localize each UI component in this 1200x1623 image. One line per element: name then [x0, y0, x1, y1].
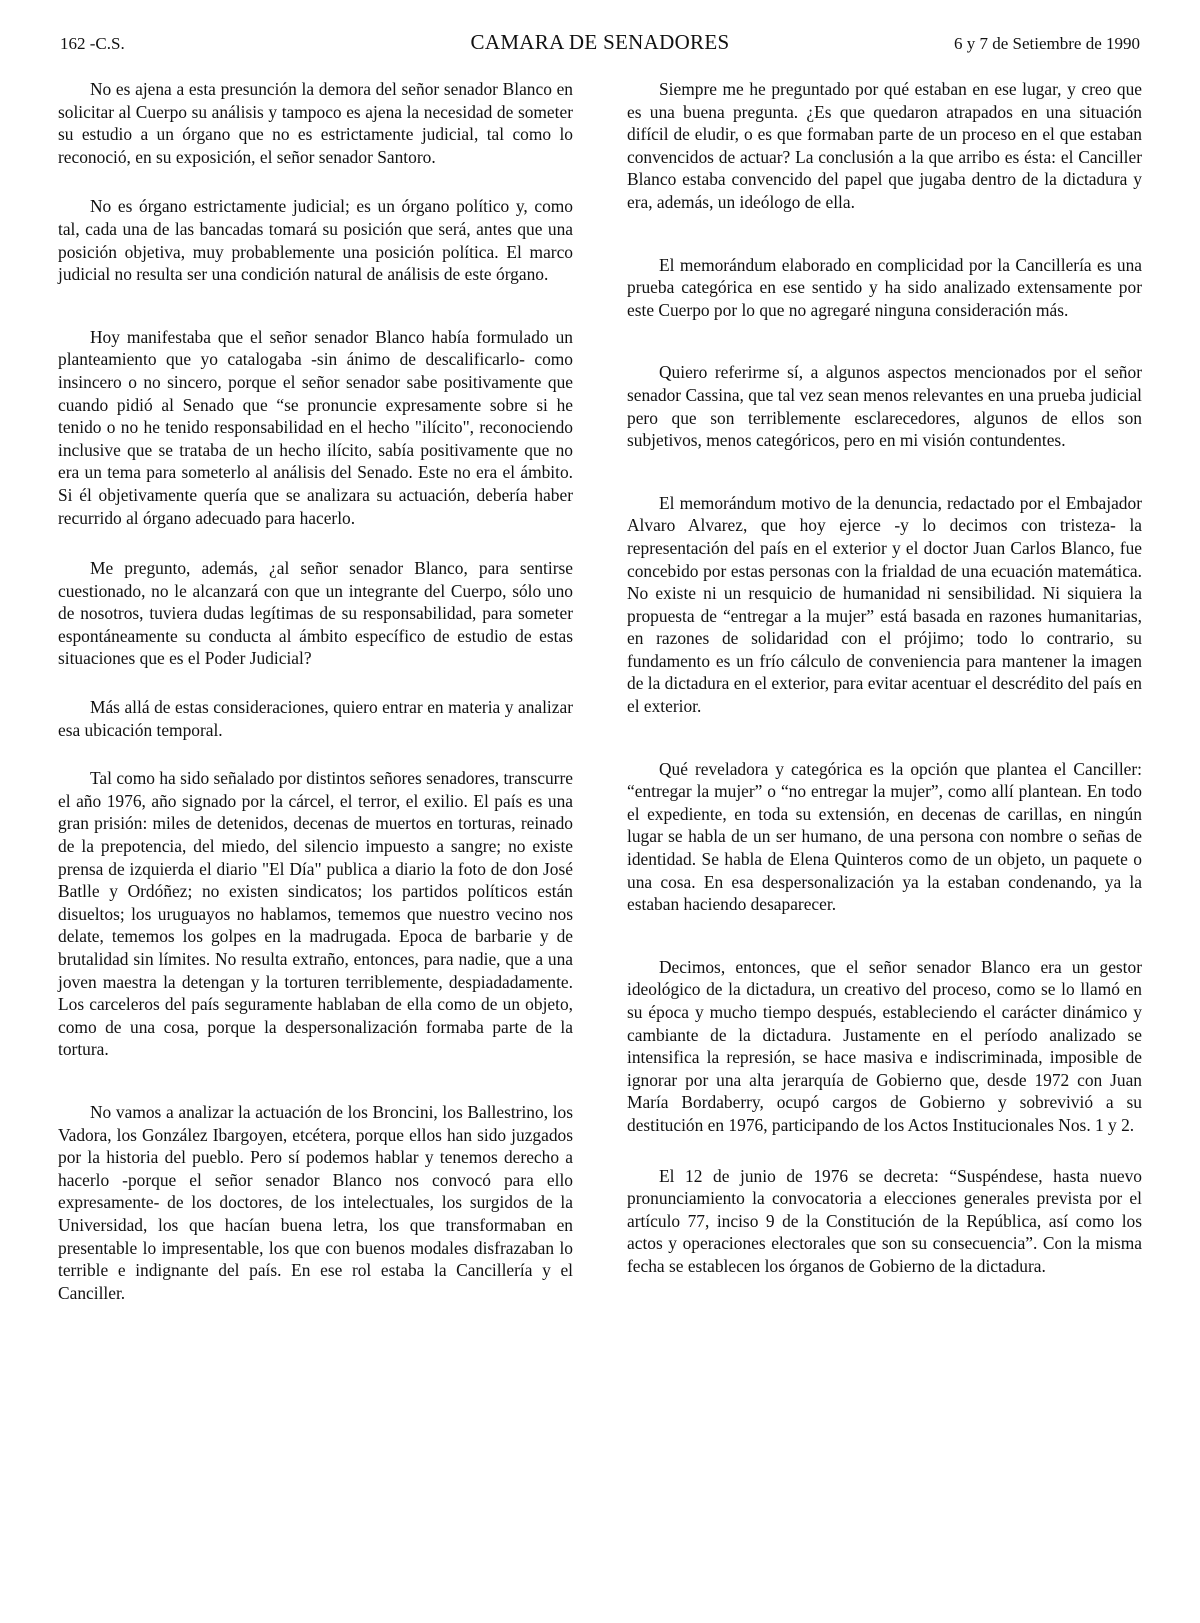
page-header [60, 28, 1140, 58]
paragraph: El 12 de junio de 1976 se decreta: “Suspéndese, hasta nuevo pronunciamiento la convocatoria a elecciones generales prevista por el artículo 77, inciso 9 de la Constitución de la República, así como los actos y operaciones electorales que son su consecuencia”. Con la misma fecha se establecen los órganos de Gobierno de la dictadura. [627, 1165, 1142, 1276]
page-title: CAMARA DE SENADORES [470, 30, 730, 54]
right-column [627, 78, 1142, 1278]
left-column [58, 78, 573, 1304]
paragraph: El memorándum motivo de la denuncia, redactado por el Embajador Alvaro Alvarez, que hoy ejerce -y lo decimos con tristeza- la representación del país en el exterior y el doctor Juan Carlos Blanco, fue concebido por estas personas con la frialdad de una ecuación matemática. No existe ni un resquicio de humanidad ni sensibilidad. Ni siquiera la propuesta de “entregar a la mujer” está basada en razones humanitarias, en razones de solidaridad con el prójimo; todo lo contrario, su fundamento es un frío cálculo de conveniencia para mantener la imagen de la dictadura en el exterior, para evitar acentuar el descrédito del país en el exterior. [627, 492, 1142, 717]
paragraph: Siempre me he preguntado por qué estaban en ese lugar, y creo que es una buena pregunta. ¿Es que quedaron atrapados en una situación difícil de eludir, o es que formaban parte de un proceso en el que estaban convencidos de actuar? La conclusión a la que arribo es ésta: el Canciller Blanco estaba convencido del papel que jugaba dentro de la dictadura y era, además, un ideólogo de ella. [627, 79, 1142, 212]
paragraph: No es ajena a esta presunción la demora del señor senador Blanco en solicitar al Cuerpo su análisis y tampoco es ajena la necesidad de someter su estudio a un órgano que no es estrictamente judicial, tal como lo reconoció, en su exposición, el señor senador Santoro. [58, 79, 573, 167]
paragraph: El memorándum elaborado en complicidad por la Cancillería es una prueba categórica en ese sentido y ha sido analizado extensamente por este Cuerpo por lo que no agregaré ninguna consideración más. [627, 254, 1142, 320]
paragraph: No es órgano estrictamente judicial; es un órgano político y, como tal, cada una de las bancadas tomará su posición que será, antes que una posición objetiva, muy probablemente una posición política. El marco judicial no resulta ser una condición natural de análisis de este órgano. [58, 196, 573, 285]
paragraph: Decimos, entonces, que el señor senador Blanco era un gestor ideológico de la dictadura, un creativo del proceso, como se lo llamó en su época y mucho tiempo después, estableciendo el carácter dinámico y cambiante de la dictadura. Justamente en el período analizado se intensifica la represión, se hace masiva e indiscriminada, imposible de ignorar por una alta jerarquía de Gobierno que, desde 1972 con Juan María Bordaberry, ocupó cargos de Gobierno y sobrevivió a su destitución en 1976, participando de los Actos Institucionales Nos. 1 y 2. [627, 956, 1142, 1135]
paragraph: Más allá de estas consideraciones, quiero entrar en materia y analizar esa ubicación temporal. [58, 697, 573, 740]
session-date: 6 y 7 de Setiembre de 1990 [953, 34, 1140, 53]
paragraph: Qué reveladora y categórica es la opción que plantea el Canciller: “entregar la mujer” o “no entregar la mujer”, como allí plantean. En todo el expediente, en toda su extensión, en decenas de carillas, en ningún lugar se habla de un ser humano, de una persona con nombre o señas de identidad. Se habla de Elena Quinteros como de un objeto, un paquete o una cosa. En esa despersonalización ya la estaban condenando, ya la estaban haciendo desaparecer. [627, 758, 1142, 915]
paragraph: Tal como ha sido señalado por distintos señores senadores, transcurre el año 1976, año signado por la cárcel, el terror, el exilio. El país es una gran prisión: miles de detenidos, decenas de muertos en torturas, reinado de la prepotencia, del miedo, del silencio impuesto a sangre; no existe prensa de izquierda el diario "El Día" publica a diario la foto de don José Batlle y Ordóñez; no existen sindicatos; los partidos políticos están disueltos; los uruguayos no hablamos, tememos que nuestro vecino nos delate, tememos los golpes en la madrugada. Epoca de barbarie y de brutalidad sin límites. No resulta extraño, entonces, para nadie, que a una joven maestra la detengan y la torturen terriblemente, despiadadamente. Los carceleros del país seguramente hablaban de ella como de un objeto, como de una cosa, porque la despersonalización formaba parte de la tortura. [58, 768, 573, 1060]
paragraph: Hoy manifestaba que el señor senador Blanco había formulado un planteamiento que yo catalogaba -sin ánimo de descalificarlo- como insincero o no sincero, porque el señor senador sabe positivamente que cuando pidió al Senado que “se pronuncie expresamente sobre si he tenido o no he tenido responsabilidad en el hecho "ilícito", reconociendo inclusive que se trataba de un hecho ilícito, sabía positivamente que no era un tema para someterlo al análisis del Senado. Este no era el ámbito. Si él objetivamente quería que se analizara su actuación, debería haber recurrido al órgano adecuado para hacerlo. [58, 326, 573, 528]
paragraph: Me pregunto, además, ¿al señor senador Blanco, para sentirse cuestionado, no le alcanzará con que un integrante del Cuerpo, sólo uno de nosotros, tuviera dudas legítimas de su responsabilidad, para someter espontáneamente su conducta al ámbito específico de estudio de estas situaciones que es el Poder Judicial? [58, 558, 573, 669]
paragraph: Quiero referirme sí, a algunos aspectos mencionados por el señor senador Cassina, que tal vez sean menos relevantes en una prueba judicial pero que son terriblemente esclarecedores, algunos de ellos son subjetivos, menos categóricos, pero en mi visión contundentes. [627, 362, 1142, 451]
page-number: 162 -C.S. [60, 34, 125, 53]
paragraph: No vamos a analizar la actuación de los Broncini, los Ballestrino, los Vadora, los González Ibargoyen, etcétera, porque ellos han sido juzgados por la historia del pueblo. Pero sí podemos hablar y tenemos derecho a hacerlo -porque el señor senador Blanco nos convocó para ello expresamente- de los doctores, de los intelectuales, los surgidos de la Universidad, los que hacían buena letra, los que transformaban en presentable lo impresentable, los que con buenos modales disfrazaban lo terrible e indignante del país. En ese rol estaba la Cancillería y el Canciller. [58, 1101, 573, 1303]
